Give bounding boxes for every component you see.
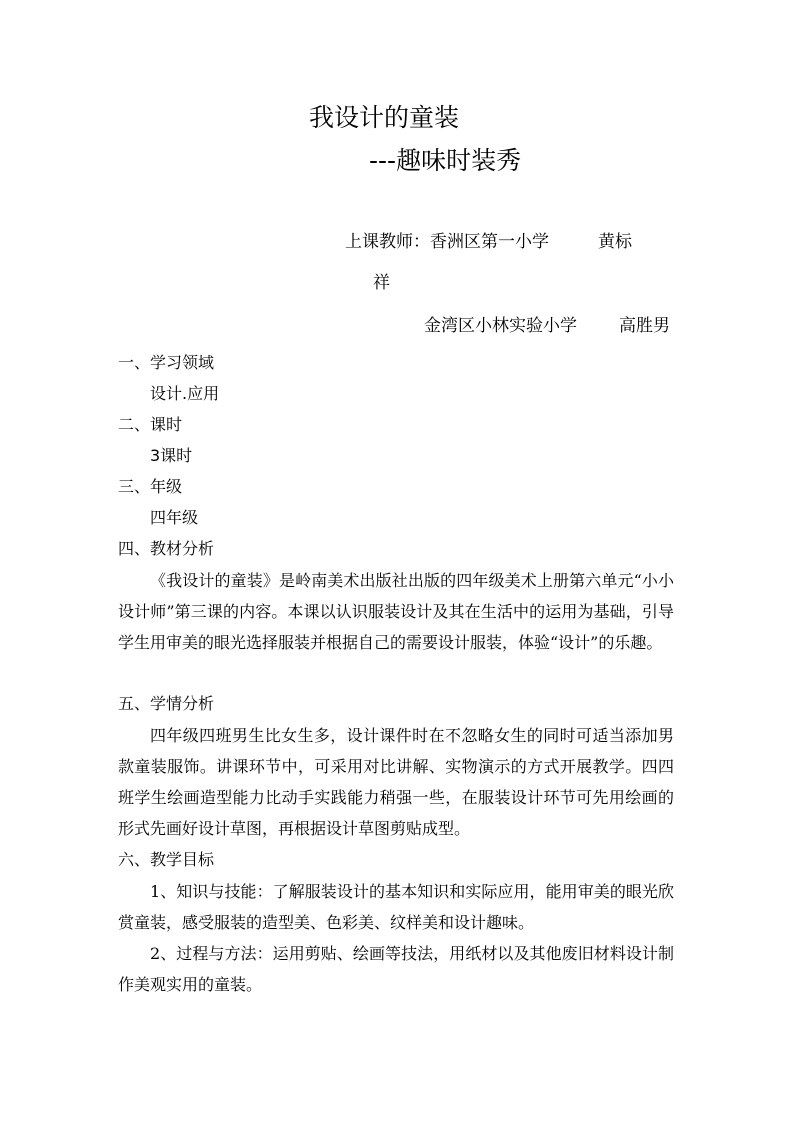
teacher-line-1-name: 黄标 — [598, 232, 632, 252]
section-heading-grade: 三、年级 — [118, 477, 183, 496]
document-title: 我设计的童装 — [309, 103, 460, 132]
section-content-grade: 四年级 — [150, 508, 199, 527]
teacher-line-2-name: 高胜男 — [619, 316, 670, 336]
objective-item-process-methods: 2、过程与方法：运用剪贴、绘画等技法，用纸材以及其他废旧材料设计制作美观实用的童装。 — [118, 944, 674, 994]
section-content-student-analysis: 四年级四班男生比女生多，设计课件时在不忽略女生的同时可适当添加男款童装服饰。讲课环节中，可采用对比讲解、实物演示的方式开展教学。四四班学生绘画造型能力比动手实践能力稍强一些，在服装设计环节可先用绘画的形式先画好设计草图，再根据设计草图剪贴成型。 — [118, 726, 674, 838]
section-content-learning-area: 设计.应用 — [150, 384, 220, 403]
teacher-line-1-name-wrap: 祥 — [373, 273, 390, 293]
section-heading-class-hours: 二、课时 — [118, 415, 183, 434]
document-subtitle: ---趣味时装秀 — [369, 146, 522, 175]
section-content-class-hours: 3课时 — [150, 446, 193, 465]
section-heading-teaching-objectives: 六、教学目标 — [118, 850, 215, 869]
teacher-line-2-school: 金湾区小林实验小学 — [424, 316, 577, 336]
section-content-textbook-analysis: 《我设计的童装》是岭南美术出版社出版的四年级美术上册第六单元“小小设计师”第三课的内容。本课以认识服装设计及其在生活中的运用为基础，引导学生用审美的眼光选择服装并根据自己的需要设计服装，体验“设计”的乐趣。 — [118, 571, 674, 652]
objective-item-knowledge-skills: 1、知识与技能：了解服装设计的基本知识和实际应用，能用审美的眼光欣赏童装，感受服装的造型美、色彩美、纹样美和设计趣味。 — [118, 882, 674, 932]
section-heading-student-analysis: 五、学情分析 — [118, 694, 215, 713]
section-heading-textbook-analysis: 四、教材分析 — [118, 539, 215, 558]
teacher-line-1-school: 上课教师：香洲区第一小学 — [345, 232, 549, 252]
section-heading-learning-area: 一、学习领域 — [118, 353, 215, 372]
